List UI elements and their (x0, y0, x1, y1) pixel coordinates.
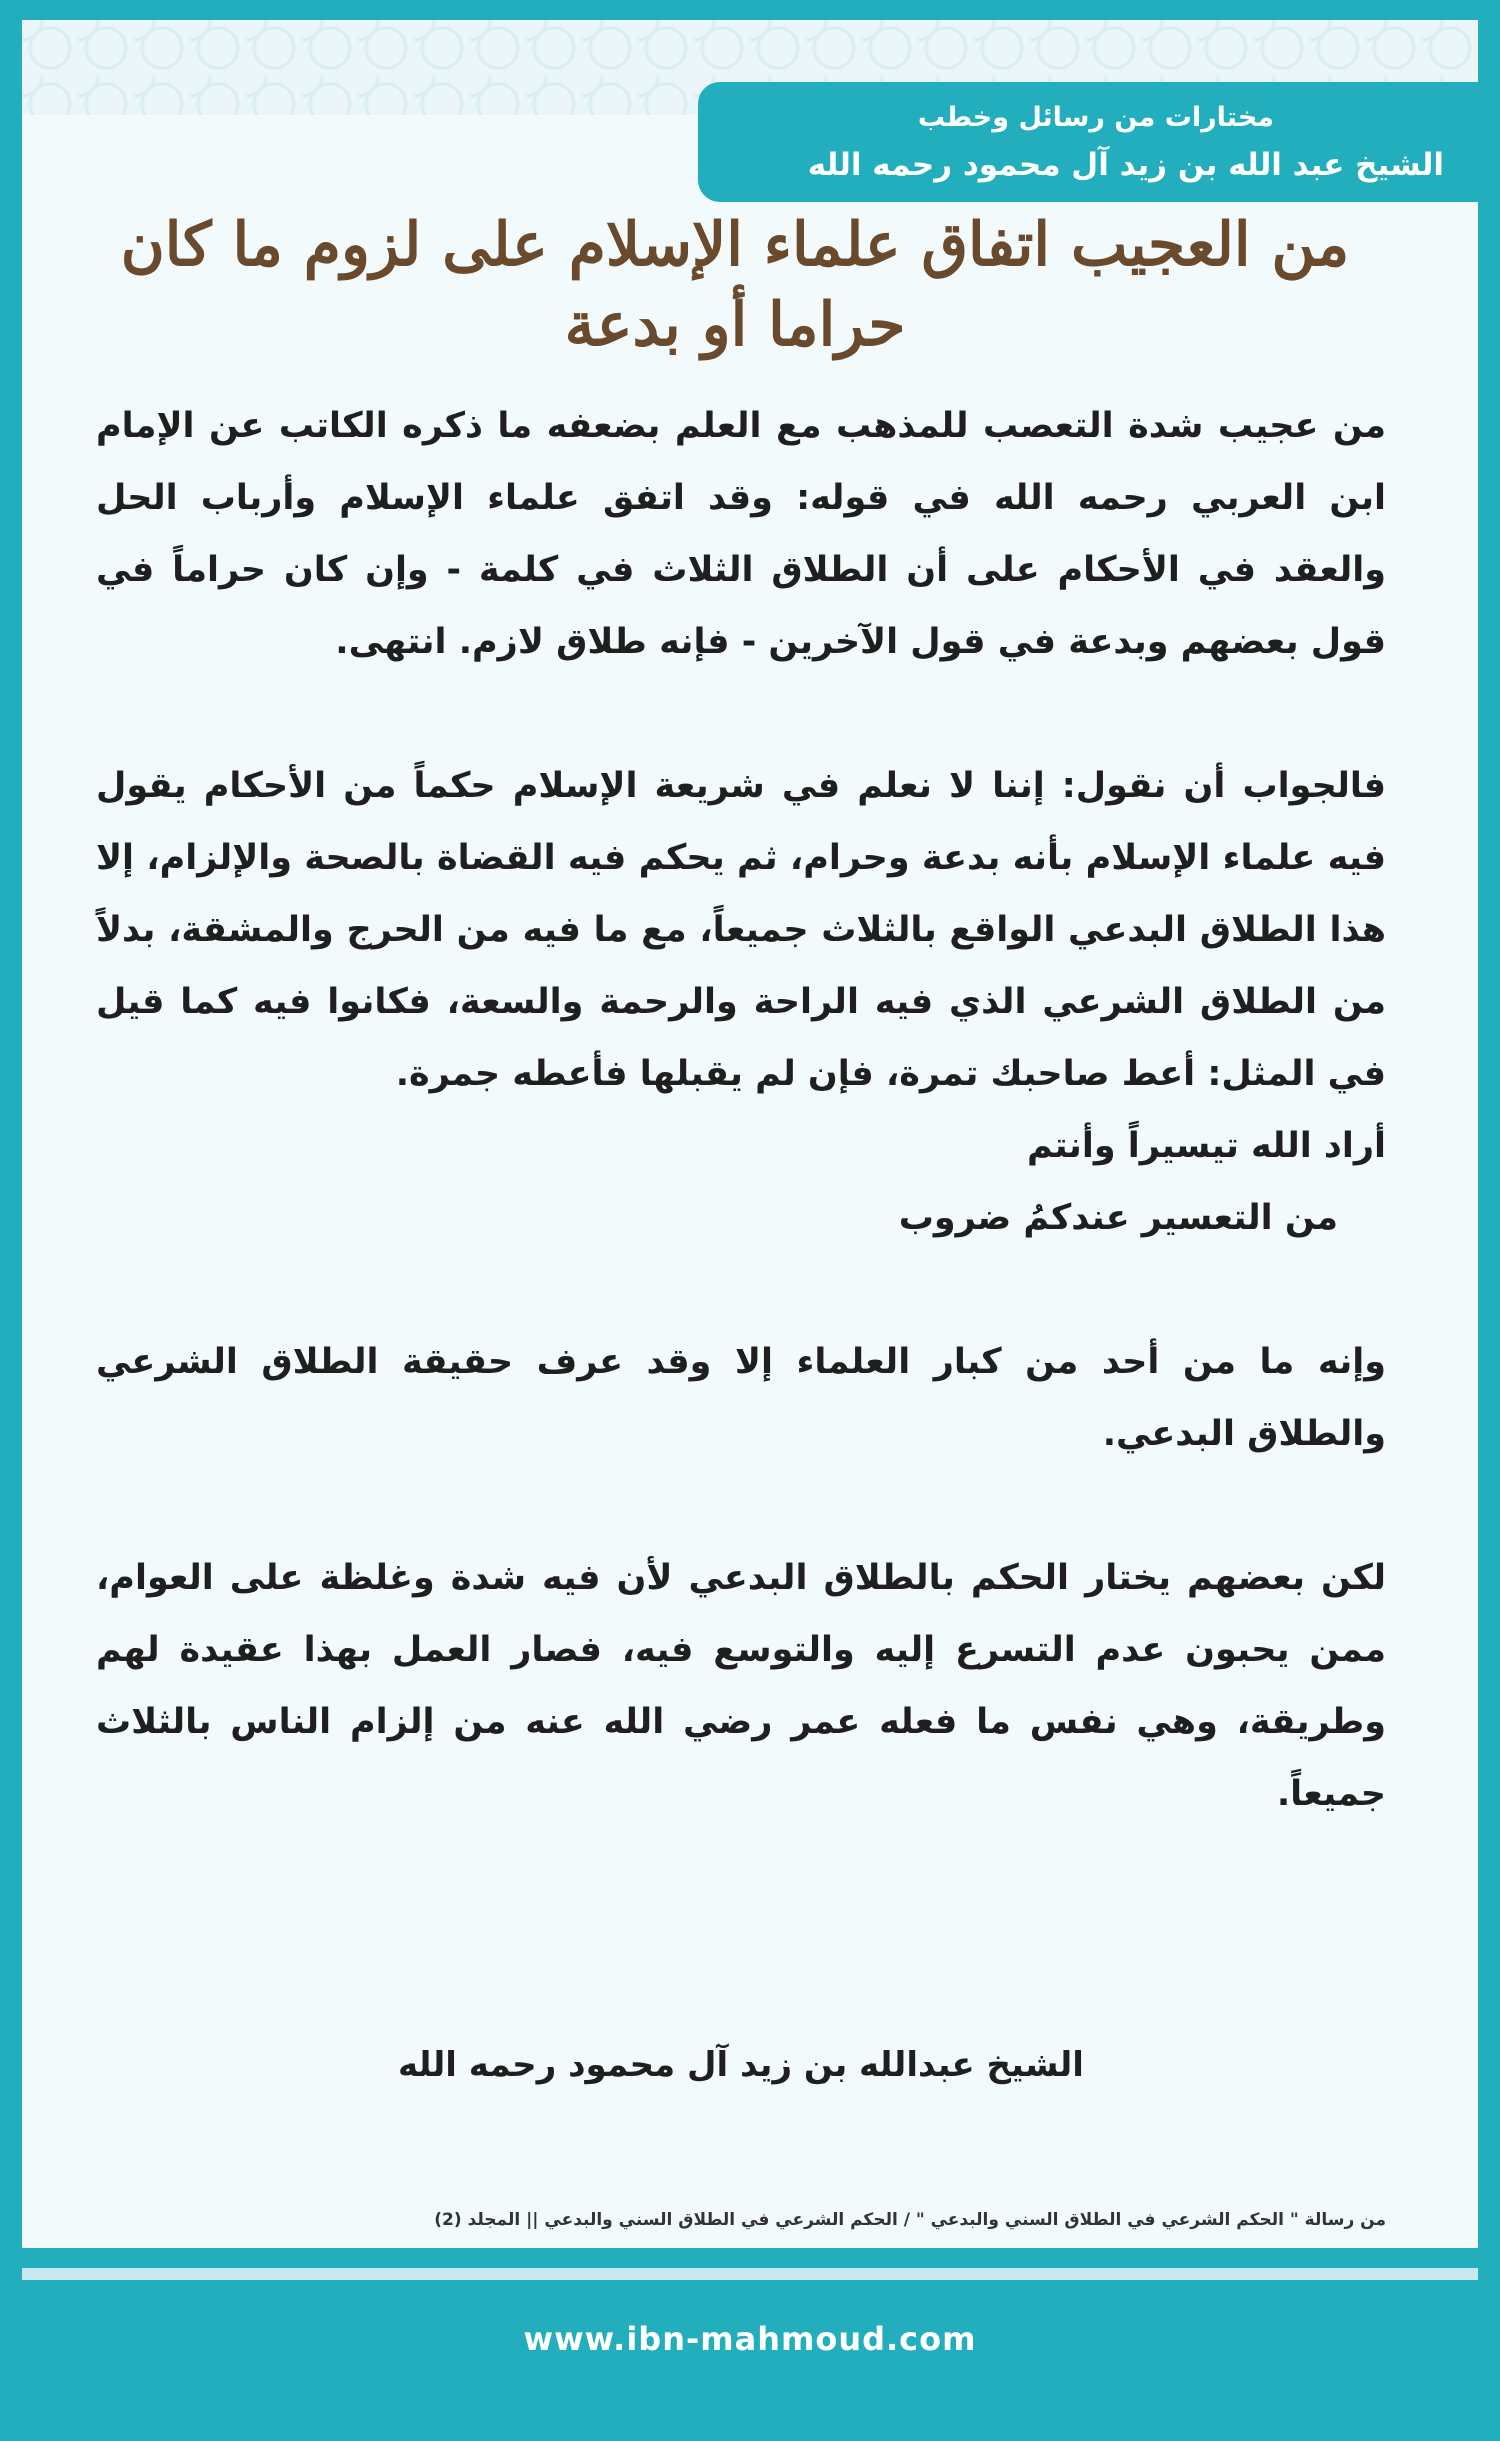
paragraph-4: لكن بعضهم يختار الحكم بالطلاق البدعي لأن فيه شدة وغلظة على العوام، ممن يحبون عدم التسرع إليه والتوسع فيه، فصار العمل بهذا عقيدة لهم وطريقة، وهي نفس ما فعله عمر رضي الله عنه من إلزام الناس بالثلاث جميعاً. (96, 1558, 1386, 1814)
paragraph-3: وإنه ما من أحد من كبار العلماء إلا وقد عرف حقيقة الطلاق الشرعي والطلاق البدعي. (96, 1342, 1386, 1454)
author-signature: الشيخ عبدالله بن زيد آل محمود رحمه الله (398, 2045, 1084, 2085)
verse-line-1: أراد الله تيسيراً وأنتم (1026, 1126, 1386, 1166)
header-banner (698, 82, 1478, 202)
header-line-2: الشيخ عبد الله بن زيد آل محمود رحمه الله (807, 147, 1444, 183)
header-line-1: مختارات من رسائل وخطب (917, 102, 1274, 133)
website-link[interactable]: www.ibn-mahmoud.com (523, 2320, 977, 2358)
article-title: من العجيب اتفاق علماء الإسلام على لزوم ما كان حراما أو بدعة (120, 210, 1350, 360)
article-body (96, 390, 1386, 1902)
paragraph-2: فالجواب أن نقول: إننا لا نعلم في شريعة الإسلام حكماً من الأحكام يقول فيه علماء الإسلام بأنه بدعة وحرام، ثم يحكم فيه القضاة بالصحة والإلزام، إلا هذا الطلاق البدعي الواقع بالثلاث جميعاً، مع ما فيه من الحرج والمشقة، بدلاً من الطلاق الشرعي الذي فيه الراحة والرحمة والسعة، فكانوا فيه كما قيل في المثل: أعط صاحبك تمرة، فإن لم يقبلها فأعطه جمرة. (96, 766, 1386, 1094)
footer-divider (22, 2268, 1478, 2280)
paragraph-1: من عجيب شدة التعصب للمذهب مع العلم بضعفه ما ذكره الكاتب عن الإمام ابن العربي رحمه الله في قوله: وقد اتفق علماء الإسلام وأرباب الحل والعقد في الأحكام على أن الطلاق الثلاث في كلمة - وإن كان حراماً في قول بعضهم وبدعة في قول الآخرين - فإنه طلاق لازم. انتهى. (96, 406, 1386, 662)
source-citation: من رسالة " الحكم الشرعي في الطلاق السني والبدعي " / الحكم الشرعي في الطلاق السني والبدعي || المجلد (2) (434, 2210, 1386, 2230)
verse-line-2: من التعسير عندكمُ ضروب (898, 1198, 1338, 1238)
